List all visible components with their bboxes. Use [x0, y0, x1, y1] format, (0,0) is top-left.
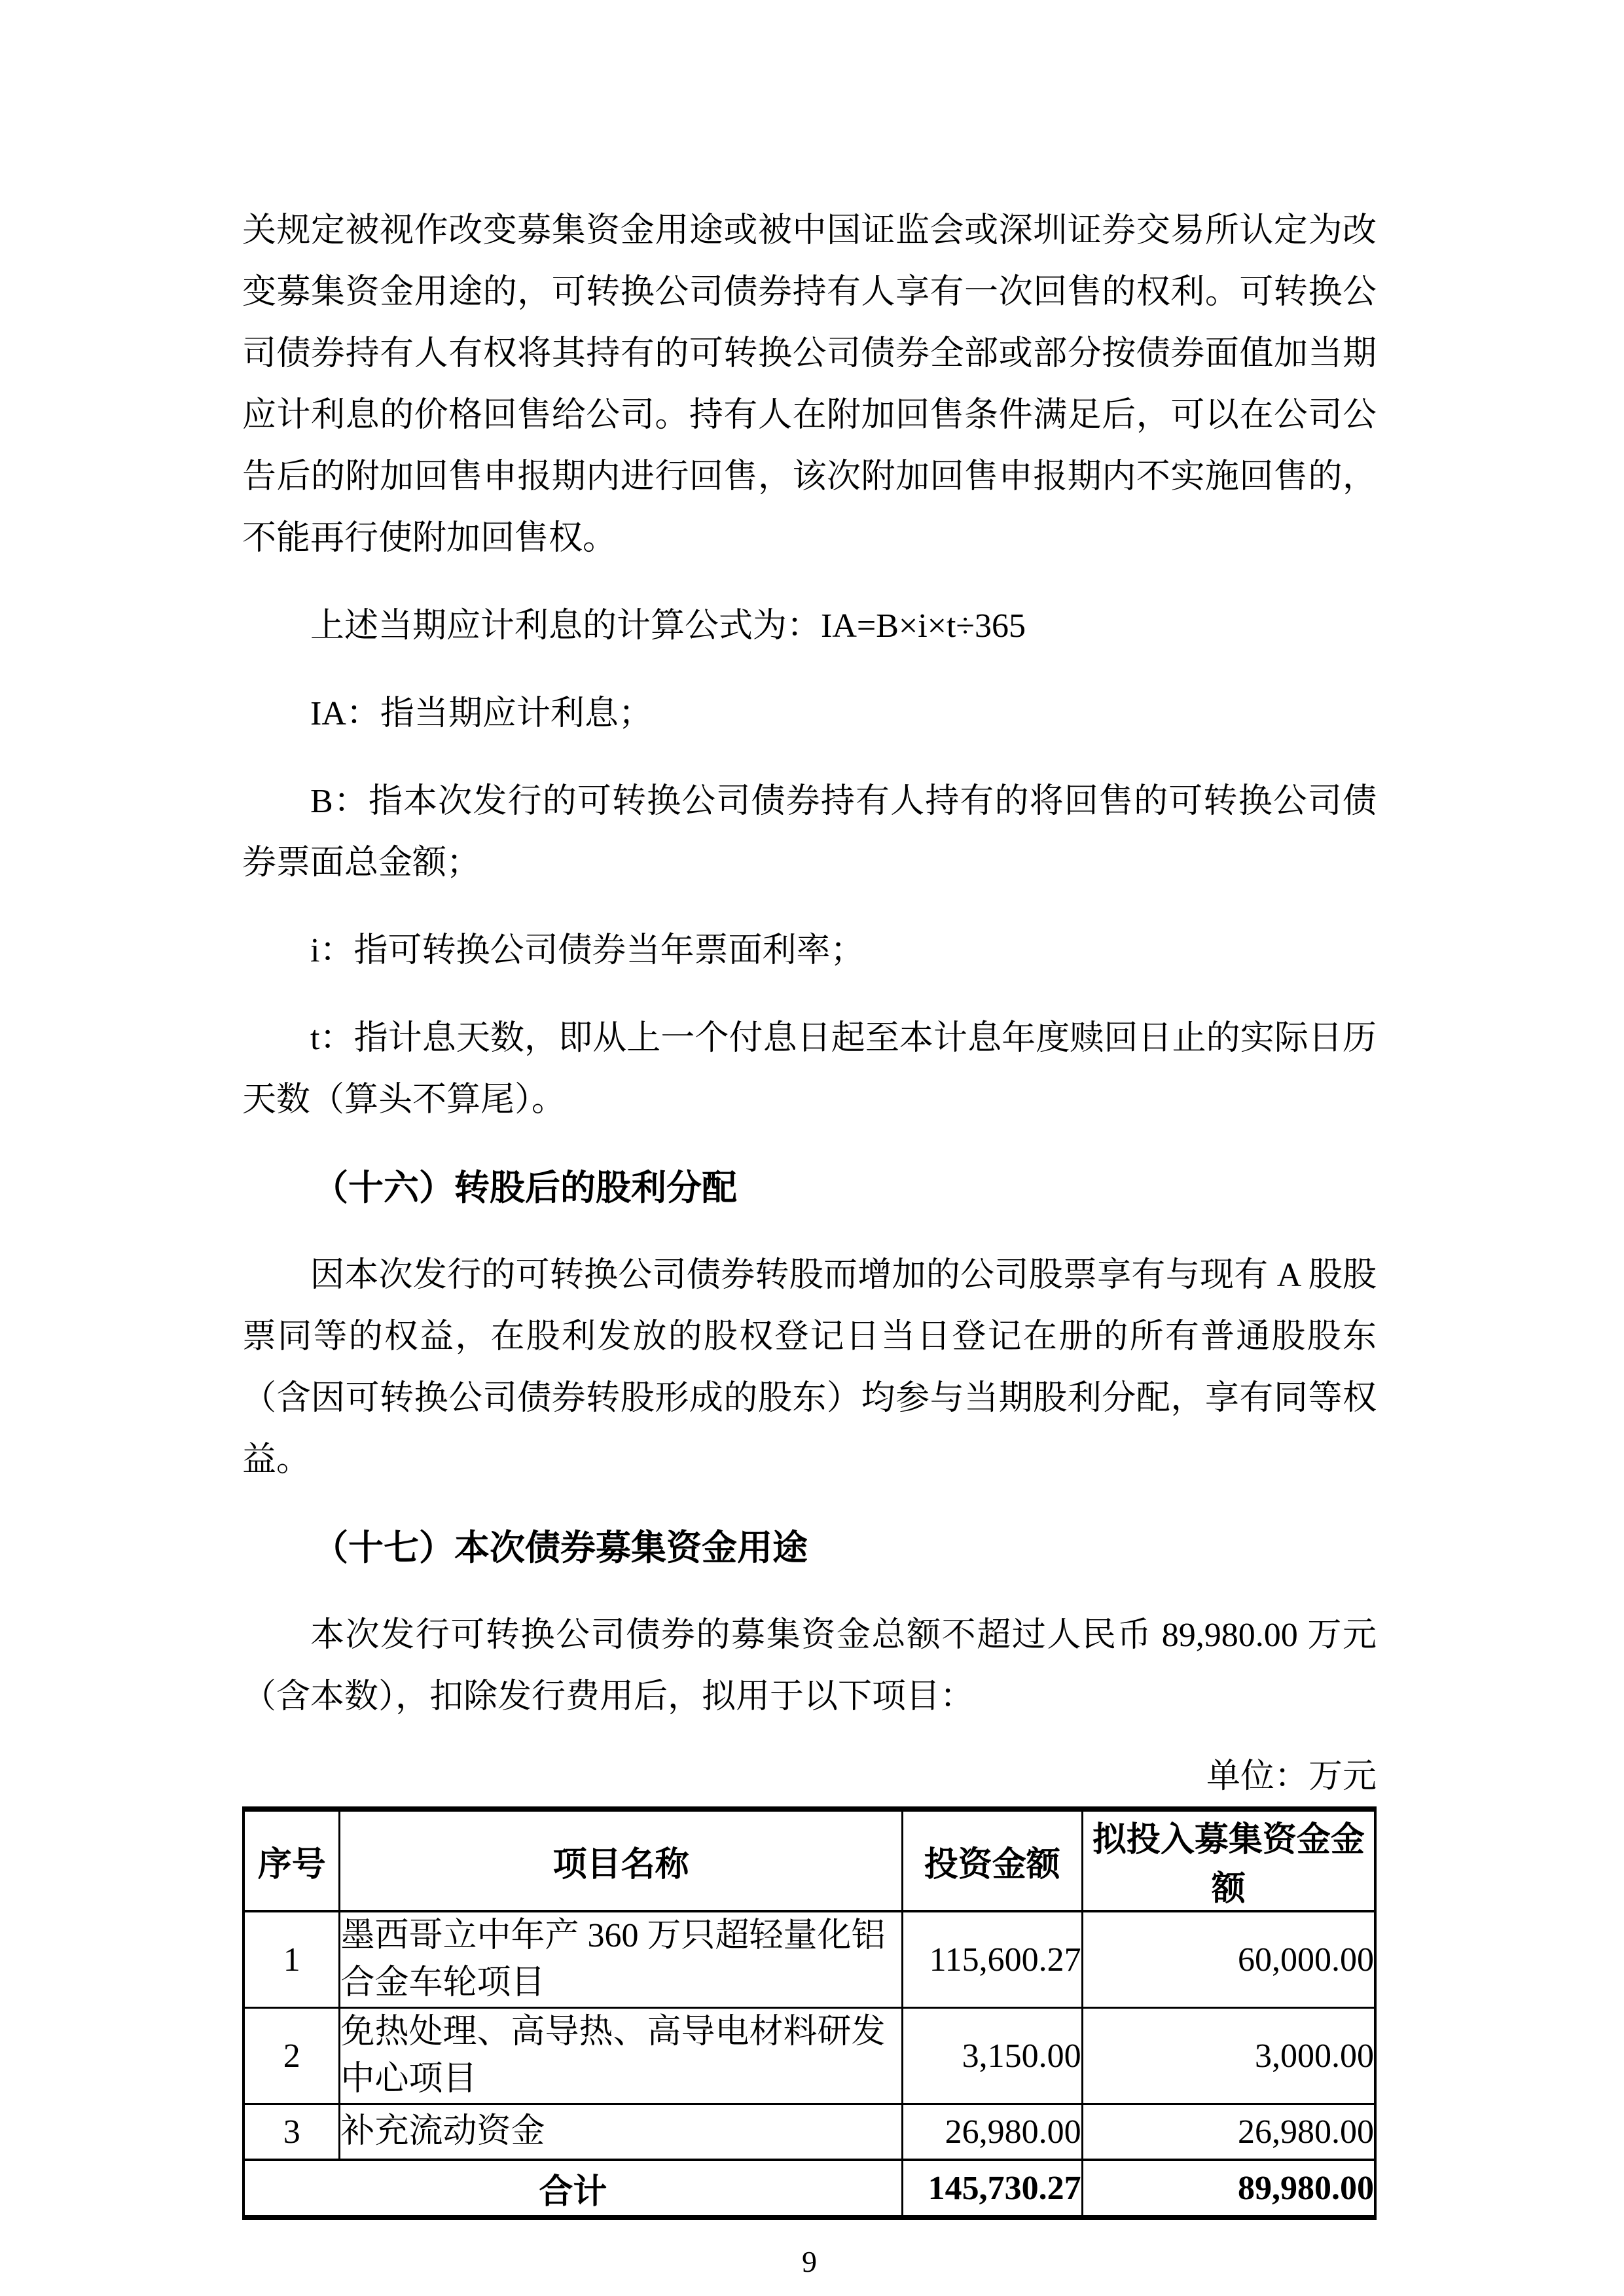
- page-number: 9: [802, 2245, 817, 2278]
- row-index: 2: [244, 2008, 340, 2104]
- project-name: 免热处理、高导热、高导电材料研发中心项目: [340, 2008, 902, 2104]
- total-raised-funds-amount: 89,980.00: [1082, 2160, 1375, 2217]
- project-name: 补充流动资金: [340, 2104, 902, 2161]
- table-row: [244, 2008, 1375, 2104]
- paragraph-def-t: t：指计息天数，即从上一个付息日起至本计息年度赎回日止的实际日历天数（算头不算尾）。: [242, 1020, 1377, 1119]
- total-label: 合计: [244, 2160, 902, 2217]
- raised-funds-amount: 3,000.00: [1082, 2008, 1375, 2104]
- investment-amount: 26,980.00: [902, 2104, 1082, 2161]
- page-content: [242, 200, 1377, 2282]
- table-row: [244, 1911, 1375, 2008]
- row-index: 3: [244, 2104, 340, 2161]
- table-row: [244, 2104, 1375, 2161]
- column-header-investment: 投资金额: [902, 1809, 1082, 1911]
- paragraph-dividend-distribution: 因本次发行的可转换公司债券转股而增加的公司股票享有与现有 A 股股票同等的权益，在股利发放的股权登记日当日登记在册的所有普通股股东（含因可转换公司债券转股形成的股东）均参与当期股利分配，享有同等权益。: [242, 1257, 1377, 1479]
- investment-amount: 115,600.27: [902, 1911, 1082, 2008]
- column-header-index: 序号: [244, 1809, 340, 1911]
- paragraph-interest-formula: 上述当期应计利息的计算公式为：IA=B×i×t÷365: [310, 607, 1026, 645]
- project-name: 墨西哥立中年产 360 万只超轻量化铝合金车轮项目: [340, 1911, 902, 2008]
- table-total-row: [244, 2160, 1375, 2217]
- table-header-row: [244, 1809, 1375, 1911]
- column-header-project-name: 项目名称: [340, 1809, 902, 1911]
- row-index: 1: [244, 1911, 340, 2008]
- total-investment-amount: 145,730.27: [902, 2160, 1082, 2217]
- heading-section-16: （十六）转股后的股利分配: [313, 1168, 737, 1208]
- investment-amount: 3,150.00: [902, 2008, 1082, 2104]
- heading-section-17: （十七）本次债券募集资金用途: [313, 1528, 808, 1568]
- raised-funds-amount: 26,980.00: [1082, 2104, 1375, 2161]
- raised-funds-amount: 60,000.00: [1082, 1911, 1375, 2008]
- unit-label: 单位：万元: [1206, 1758, 1377, 1795]
- fund-usage-table: [242, 1806, 1377, 2220]
- column-header-raised-funds: 拟投入募集资金金额: [1082, 1809, 1375, 1911]
- paragraph-putback-terms: 关规定被视作改变募集资金用途或被中国证监会或深圳证券交易所认定为改变募集资金用途的，可转换公司债券持有人享有一次回售的权利。可转换公司债券持有人有权将其持有的可转换公司债券全部或部分按债券面值加当期应计利息的价格回售给公司。持有人在附加回售条件满足后，可以在公司公告后的附加回售申报期内进行回售，该次附加回售申报期内不实施回售的，不能再行使附加回售权。: [242, 212, 1377, 557]
- paragraph-def-ia: IA：指当期应计利息；: [310, 695, 653, 732]
- paragraph-fund-usage-intro: 本次发行可转换公司债券的募集资金总额不超过人民币 89,980.00 万元（含本数），扣除发行费用后，拟用于以下项目：: [242, 1617, 1377, 1715]
- paragraph-def-i: i：指可转换公司债券当年票面利率；: [310, 932, 865, 969]
- paragraph-def-b: B：指本次发行的可转换公司债券持有人持有的将回售的可转换公司债券票面总金额；: [242, 783, 1377, 882]
